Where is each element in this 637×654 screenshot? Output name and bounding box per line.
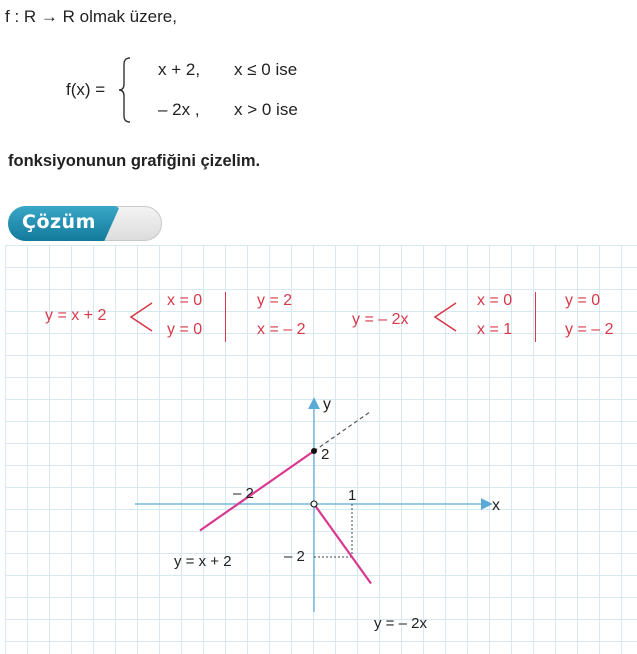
tick-label-y-2: 2 — [321, 446, 330, 463]
table2-col1-row2: x = 1 — [477, 321, 513, 338]
table1-col2-row1: y = 2 — [257, 292, 293, 309]
solution-label: Çözüm — [22, 211, 96, 233]
problem-intro: f : R → R olmak üzere, — [5, 7, 177, 26]
table2-col2-row1: y = 0 — [565, 292, 601, 309]
table1-col1-row1: x = 0 — [167, 292, 203, 309]
x-axis-label: x — [492, 497, 500, 514]
piece2-condition: x > 0 ise — [234, 100, 298, 119]
tick-label-y-neg2: – 2 — [284, 548, 305, 565]
function-name: f(x) = — [66, 80, 106, 99]
tick-label-x-neg2: – 2 — [233, 485, 254, 502]
tick-label-x-1: 1 — [348, 487, 357, 504]
table2-equation: y = – 2x — [352, 311, 409, 328]
table1-equation: y = x + 2 — [45, 307, 107, 324]
open-endpoint — [311, 501, 317, 507]
piece1-condition: x ≤ 0 ise — [234, 60, 298, 79]
table1-col1-row2: y = 0 — [167, 321, 203, 338]
table2-col1-row1: x = 0 — [477, 292, 513, 309]
piece2-expression: – 2x , — [158, 100, 200, 119]
table1-col2-row2: x = – 2 — [257, 321, 306, 338]
closed-endpoint — [311, 448, 317, 454]
series-line-minus-2x — [314, 504, 371, 584]
y-axis-label: y — [323, 396, 331, 413]
table2-col2-row2: y = – 2 — [565, 321, 614, 338]
series-label-minus-2x: y = – 2x — [374, 615, 427, 632]
series-label-x-plus-2: y = x + 2 — [174, 553, 232, 570]
instruction-text: fonksiyonunun grafiğini çizelim. — [8, 152, 261, 170]
series-line-x-plus-2 — [200, 451, 314, 531]
piece1-expression: x + 2, — [158, 60, 201, 79]
